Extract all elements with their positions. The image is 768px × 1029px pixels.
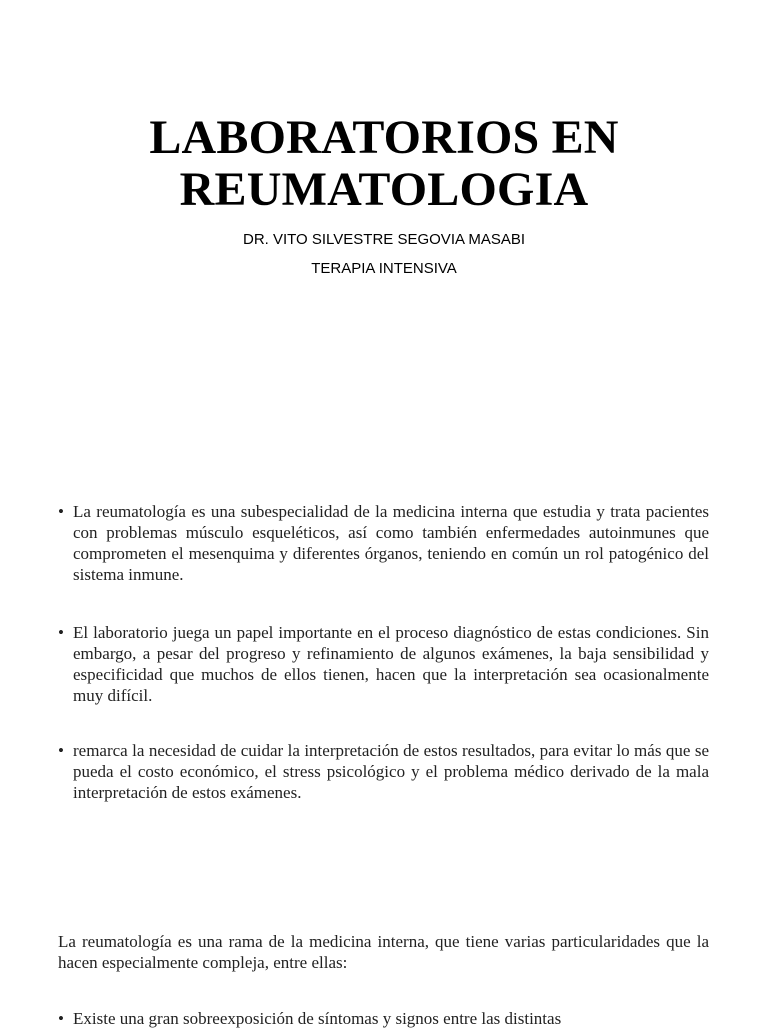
title-line-1: LABORATORIOS EN [149, 111, 619, 164]
slide-title [0, 112, 768, 216]
bullet-icon: • [58, 623, 64, 642]
bullet-text: La reumatología es una subespecialidad de la medicina interna que estudia y trata pacientes con problemas músculo esqueléticos, así como también enfermedades autoinmunes que comprometen el mesenquima y diferentes órganos, teniendo en común un rol patogénico del sistema inmune. [73, 502, 709, 584]
bullet-text: El laboratorio juega un papel importante en el proceso diagnóstico de estas condiciones. Sin embargo, a pesar del progreso y refinamiento de algunos exámenes, la baja sensibilidad y especificidad que muchos de ellos tienen, hacen que la interpretación sea ocasionalmente muy difícil. [73, 623, 709, 705]
bullet-icon: • [58, 1009, 64, 1028]
bullet-icon: • [58, 741, 64, 760]
bullet-icon: • [58, 502, 64, 521]
bullet-text: remarca la necesidad de cuidar la interpretación de estos resultados, para evitar lo más que se pueda el costo económico, el stress psicológico y el problema médico derivado de la mala interpretación de estos exámenes. [73, 741, 709, 802]
author-name: DR. VITO SILVESTRE SEGOVIA MASABI [242, 231, 526, 248]
particularities-bullet-list [58, 1008, 709, 1029]
department-name: TERAPIA INTENSIVA [311, 260, 457, 277]
list-item [58, 1008, 709, 1029]
list-item [58, 740, 709, 803]
intro-paragraph: La reumatología es una rama de la medicina interna, que tiene varias particularidades que la hacen especialmente compleja, entre ellas: [58, 932, 709, 972]
bullet-text: Existe una gran sobreexposición de síntomas y signos entre las distintas [73, 1009, 562, 1028]
list-item [58, 622, 709, 706]
title-line-2: REUMATOLOGIA [179, 163, 589, 216]
list-item [58, 501, 709, 585]
intro-bullet-list [58, 501, 709, 840]
